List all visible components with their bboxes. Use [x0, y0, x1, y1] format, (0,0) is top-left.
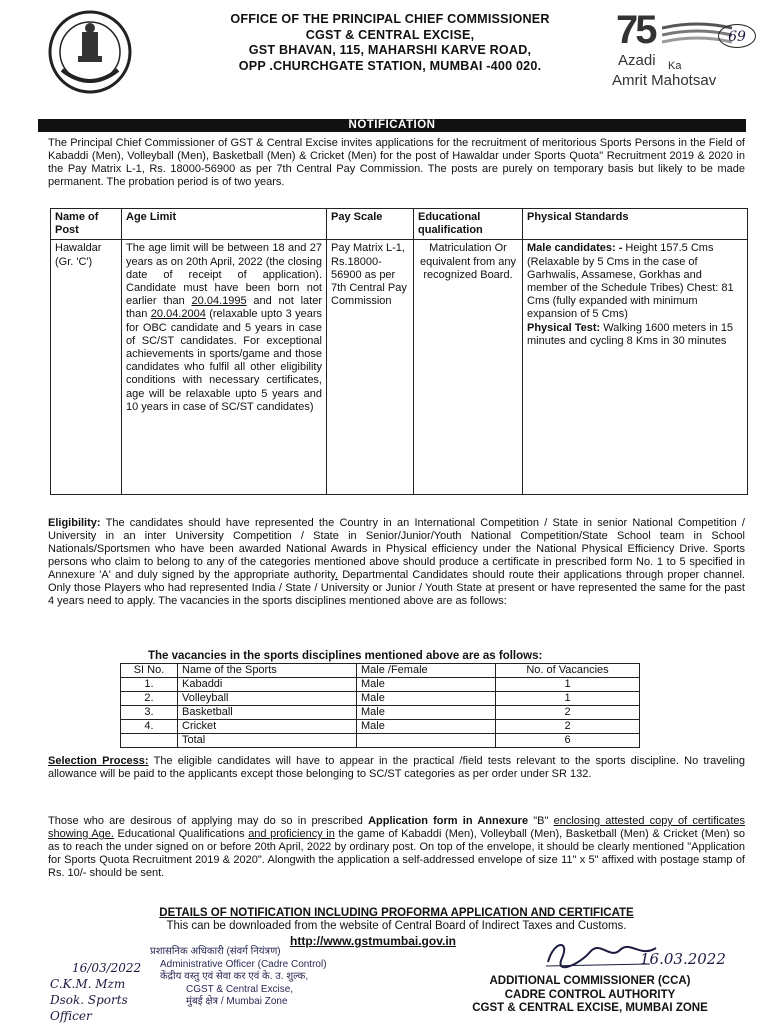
eligibility-label: Eligibility:	[48, 517, 101, 529]
signature-date: 16.03.2022	[640, 950, 726, 968]
table-row	[121, 678, 640, 692]
male-candidates-label: Male candidates: -	[527, 242, 623, 255]
cell-pay-scale: Pay Matrix L-1, Rs.18000-56900 as per 7th Central Pay Commission	[327, 240, 414, 495]
age-date-earliest: 20.04.1995	[191, 295, 247, 308]
table-row	[121, 706, 640, 720]
selection-text: The eligible candidates will have to appear in the practical /field tests relevant to the sports discipline. No traveling allowance will be paid to the applicants except those belonging to SC/ST categories as per order under SR 132.	[48, 755, 746, 780]
page-mark-number: 69	[728, 29, 746, 45]
table-header-row	[51, 209, 748, 240]
vac-sl: 2.	[121, 692, 178, 706]
vac-sl: 4.	[121, 720, 178, 734]
header-line2: CGST & CENTRAL EXCISE,	[305, 27, 475, 42]
vacancy-total-row	[121, 734, 640, 748]
vac-total-label: Total	[178, 734, 357, 748]
vac-count: 1	[496, 692, 640, 706]
eligibility-text-1: The candidates should have represented the Country in an International Competition / State in senior National Competition / University in an inter University Competition / State in Senior/Junior/Youth National Competition/State School team in School Nationals/Sportsmen who have been awarded National Awards in Physical efficiency under the National Physical Efficiency Drive. Sports persons who claim to belong to any of the categories mentioned above should produce a certificate in prescribed form No. 1 to 5 specified in Annexure 'A' and duly signed by the appropriate authority	[48, 517, 745, 581]
signatory-office: CGST & CENTRAL EXCISE, MUMBAI ZONE	[472, 1002, 708, 1014]
apply-bold: Application form in Annexure	[368, 815, 529, 827]
vac-count: 2	[496, 720, 640, 734]
table-row	[51, 240, 748, 495]
male-candidates-text: Height 157.5 Cms (Relaxable by 5 Cms in the case of Garhwalis, Assamese, Gorkhas and member of the Schedule Tribes) Chest: 81 Cms (fully expanded with minimum expansion of 5 Cms)	[527, 242, 734, 321]
signatory-authority: CADRE CONTROL AUTHORITY	[504, 988, 676, 1001]
application-paragraph	[48, 815, 745, 880]
vacancy-header-row	[121, 664, 640, 678]
selection-process-paragraph	[48, 755, 745, 781]
vac-header-sl: SI No.	[121, 664, 178, 678]
vac-header-gender: Male /Female	[357, 664, 496, 678]
vac-header-count: No. of Vacancies	[496, 664, 640, 678]
vac-sl: 1.	[121, 678, 178, 692]
notification-title: NOTIFICATION	[348, 119, 436, 131]
stamp-line-2: Administrative Officer (Cadre Control)	[160, 958, 327, 970]
header-physical-standards: Physical Standards	[523, 209, 748, 240]
handwritten-initials	[50, 960, 160, 1024]
header-line3: GST BHAVAN, 115, MAHARSHI KARVE ROAD,	[248, 43, 532, 57]
cell-education: Matriculation Or equivalent from any recognized Board.	[414, 240, 523, 495]
selection-label: Selection Process:	[48, 755, 149, 767]
age-text-2: and not later than	[126, 295, 322, 321]
vac-total-empty2	[357, 734, 496, 748]
details-title: DETAILS OF NOTIFICATION INCLUDING PROFORMA APPLICATION AND CERTIFICATE	[159, 907, 634, 919]
cell-physical-standards	[523, 240, 748, 495]
azadi-ka-amrit-mahotsav-logo	[600, 8, 760, 102]
vac-total-value: 6	[496, 734, 640, 748]
header-name-of-post: Name of Post	[51, 209, 122, 240]
vac-sport: Volleyball	[178, 692, 357, 706]
vacancy-table	[120, 663, 640, 748]
vac-total-empty	[121, 734, 178, 748]
vac-count: 2	[496, 706, 640, 720]
physical-test-text: Walking 1600 meters in 15 minutes and cycling 8 Kms in 30 minutes	[527, 321, 734, 347]
signatory-block	[440, 975, 740, 1016]
cell-age-limit	[122, 240, 327, 495]
page-mark-circled	[718, 24, 756, 48]
apply-text-1: Those who are desirous of applying may do so in prescribed	[48, 815, 369, 827]
administrative-officer-stamp	[150, 946, 380, 1009]
intro-paragraph: The Principal Chief Commissioner of GST & Central Excise invites applications for the recruitment of meritorious Sports Persons in the Field of Kabaddi (Men), Volleyball (Men), Basketball (Men) & Cricket (Men) for the post of Hawaldar under Sports Quota" Recruitment 2019 & 2020 in the Pay Matrix L-1, Rs. 18000-56900 as per 7th Central Pay Commission. The posts are purely on temporary basis but likely to be made permanent. The probation period is of two years.	[48, 137, 745, 188]
header-line1: OFFICE OF THE PRINCIPAL CHIEF COMMISSIONER	[230, 12, 550, 26]
vac-gender: Male	[357, 678, 496, 692]
vac-sport: Cricket	[178, 720, 357, 734]
stamp-line-hindi-3: केंद्रीय वस्तु एवं सेवा कर एवं के. उ. शुल्क,	[160, 971, 309, 982]
apply-underline-1: enclosing attested copy of certificates showing Age.	[48, 815, 745, 840]
vac-gender: Male	[357, 692, 496, 706]
vac-sport: Kabaddi	[178, 678, 357, 692]
vac-gender: Male	[357, 706, 496, 720]
vac-header-sport: Name of the Sports	[178, 664, 357, 678]
stamp-line-4: CGST & Central Excise,	[186, 983, 294, 995]
logo-ka: Ka	[668, 60, 682, 72]
table-row	[121, 692, 640, 706]
office-header	[170, 12, 610, 74]
apply-text-3: Educational Qualifications	[113, 828, 249, 840]
eligibility-paragraph	[48, 517, 745, 608]
hand-note: Dsok. Sports Officer	[50, 993, 128, 1023]
apply-text-4: the game of Kabaddi (Men), Volleyball (Men), Basketball (Men) & Cricket (Men) so as to reach the under signed on or before 20th April, 2022 by ordinary post. On top of the envelope, it should be clearly mentioned "Application for Sports Quota Recruitment 2019 & 2020". Alongwith the application a self-addressed envelope of size 11" x 5" affixed with postage stamp of Rs. 10/- should be sent.	[48, 828, 746, 879]
stamp-line-5: मुंबई क्षेत्र / Mumbai Zone	[186, 996, 288, 1007]
vacancy-table-title: The vacancies in the sports disciplines mentioned above are as follows:	[148, 650, 543, 662]
recruitment-details-table	[50, 208, 748, 495]
header-educational-qualification: Educational qualification	[414, 209, 523, 240]
age-text-3: (relaxable upto 3 years for OBC candidate and 5 years in case of SC/ST candidates. For exceptional achievements in sports/game and those candidates who fulfil all other eligibility conditions with necessary certificates, age will be relaxable upto 5 years and 10 years in case of SC/ST candidates)	[126, 308, 323, 413]
header-pay-scale: Pay Scale	[327, 209, 414, 240]
eligibility-underlined: .	[334, 569, 339, 581]
vac-gender: Male	[357, 720, 496, 734]
header-age-limit: Age Limit	[122, 209, 327, 240]
hand-date: 16/03/2022	[72, 961, 142, 975]
age-text-1: The age limit will be between 18 and 27 years as on 20th April, 2022 (the closing date of receipt of application). Candidate must have been born not earlier than	[126, 242, 322, 308]
eligibility-text-2: Departmental Candidates should route their applications through proper channel. Only those Players who had represented India / State / University or Junior / Youth State at present or have represented the same for the past 4 years need to apply. The vacancies in the sports disciplines mentioned above are as follows:	[48, 569, 745, 607]
website-link[interactable]: http://www.gstmumbai.gov.in	[290, 934, 456, 948]
physical-test-label: Physical Test:	[527, 321, 601, 334]
table-row	[121, 720, 640, 734]
apply-text-2: "B"	[528, 815, 554, 827]
age-date-latest: 20.04.2004	[150, 308, 206, 321]
apply-underline-2: and proficiency in	[248, 828, 335, 840]
stamp-line-hindi-1: प्रशासनिक अधिकारी (संवर्ग नियंत्रण)	[150, 946, 281, 957]
vac-count: 1	[496, 678, 640, 692]
hand-initials: C.K.M. Mzm	[50, 977, 126, 991]
vac-sport: Basketball	[178, 706, 357, 720]
details-line: This can be downloaded from the website of Central Board of Indirect Taxes and Customs.	[166, 920, 627, 932]
cell-post: Hawaldar (Gr. 'C')	[51, 240, 122, 495]
logo-azadi: Azadi	[618, 52, 656, 69]
logo-75: 75	[616, 8, 655, 52]
logo-amrit-mahotsav: Amrit Mahotsav	[612, 72, 717, 89]
signatory-title: ADDITIONAL COMMISSIONER (CCA)	[489, 975, 691, 987]
cbic-emblem-logo	[48, 10, 132, 94]
header-line4: OPP .CHURCHGATE STATION, MUMBAI -400 020.	[238, 58, 542, 73]
vac-sl: 3.	[121, 706, 178, 720]
